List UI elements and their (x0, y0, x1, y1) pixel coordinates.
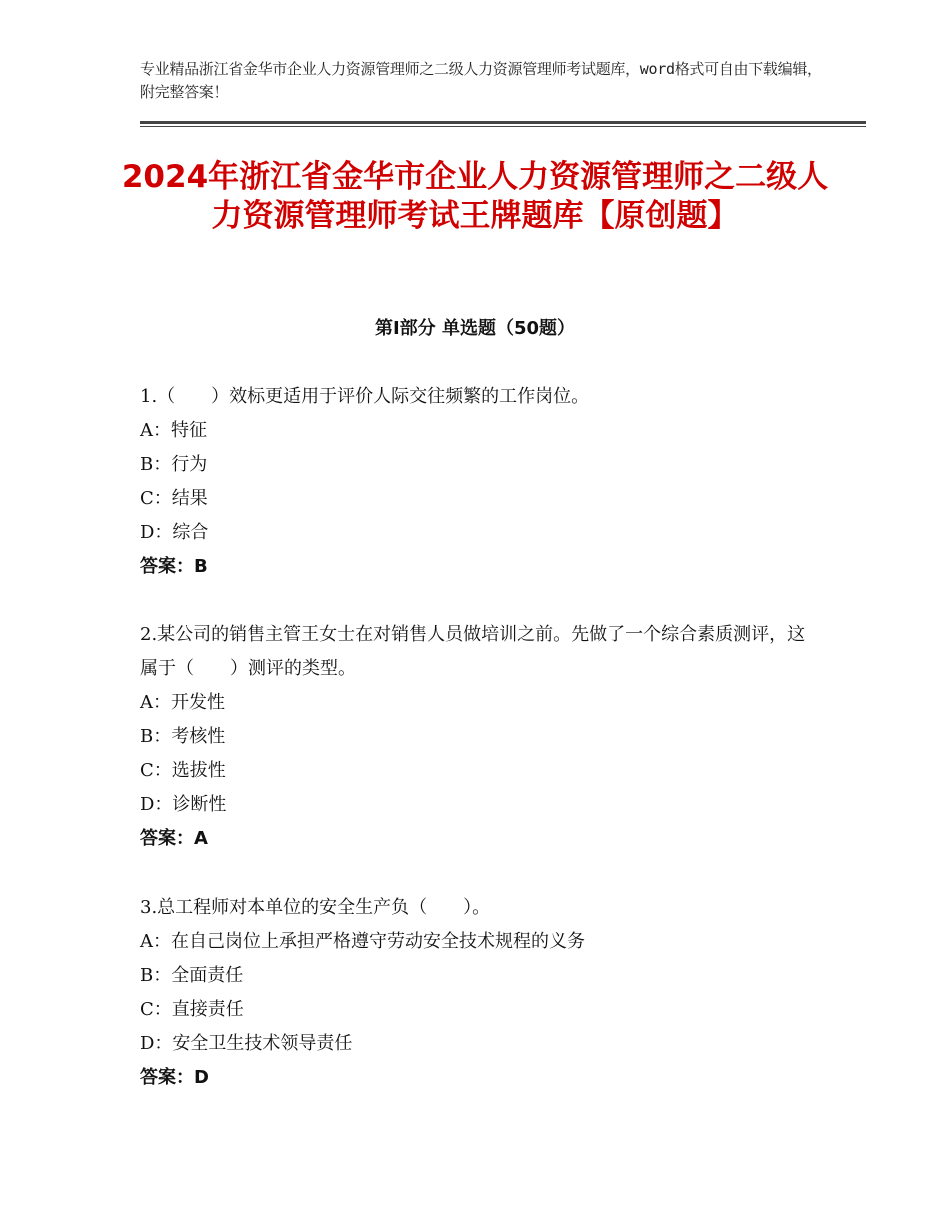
option-d: D：安全卫生技术领导责任 (140, 1033, 353, 1054)
question-1 (140, 380, 820, 584)
question-stem: 2.某公司的销售主管王女士在对销售人员做培训之前。先做了一个综合素质测评，这属于（ ）测评的类型。 (140, 624, 806, 679)
question-stem: 3.总工程师对本单位的安全生产负（ ）。 (140, 897, 491, 918)
question-stem: 1.（ ）效标更适用于评价人际交往频繁的工作岗位。 (140, 386, 590, 407)
answer: 答案：B (140, 556, 208, 577)
header-note: 专业精品浙江省金华市企业人力资源管理师之二级人力资源管理师考试题库，word格式可自由下载编辑，附完整答案！ (140, 60, 822, 101)
option-a: A：开发性 (140, 692, 225, 713)
option-c: C：选拔性 (140, 760, 226, 781)
answer: 答案：D (140, 1067, 209, 1088)
option-c: C：结果 (140, 488, 208, 509)
option-c: C：直接责任 (140, 999, 244, 1020)
option-b: B：行为 (140, 454, 208, 475)
option-a: A：在自己岗位上承担严格遵守劳动安全技术规程的义务 (140, 931, 585, 952)
answer: 答案：A (140, 828, 208, 849)
option-d: D：综合 (140, 522, 209, 543)
option-d: D：诊断性 (140, 794, 227, 815)
header-rule-thick (140, 121, 866, 124)
question-3 (140, 891, 820, 1095)
header-rule-thin (140, 126, 866, 127)
section-title: 第Ⅰ部分 单选题（50题） (374, 318, 575, 339)
option-a: A：特征 (140, 420, 207, 441)
option-b: B：全面责任 (140, 965, 244, 986)
document-title: 2024年浙江省金华市企业人力资源管理师之二级人力资源管理师考试王牌题库【原创题】 (121, 159, 829, 234)
question-2 (140, 618, 820, 856)
option-b: B：考核性 (140, 726, 226, 747)
